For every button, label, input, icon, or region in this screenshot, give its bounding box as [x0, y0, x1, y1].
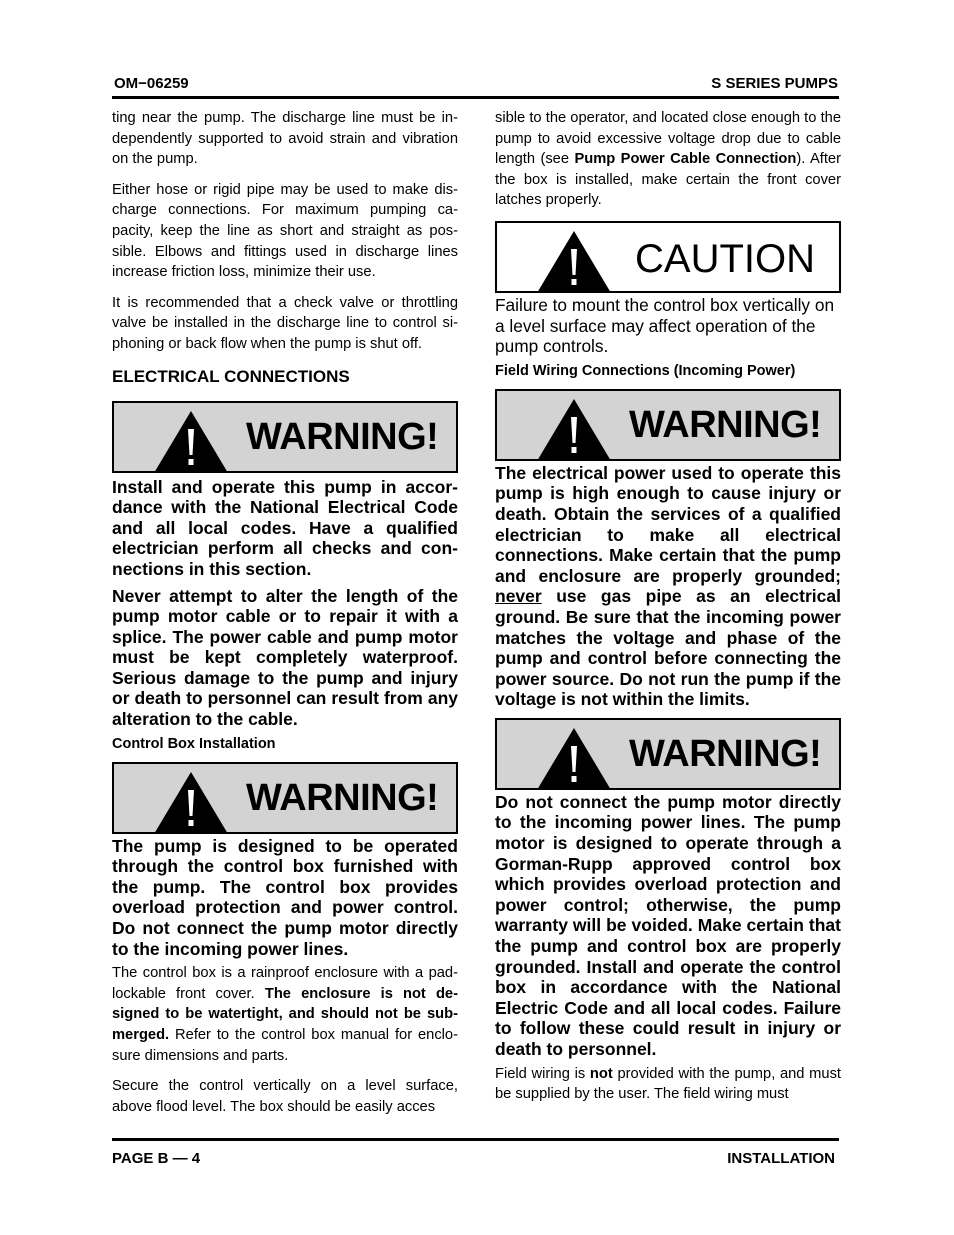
- page-number: PAGE B — 4: [112, 1150, 201, 1167]
- warning-triangle-icon: [537, 399, 611, 461]
- paragraph-discharge-connections: Either hose or rigid pipe may be used to make discharge connections. For maximum pumping capacity, keep the line as short and straight as possible. Elbows and fittings used in discharge lines increase friction loss, minimize their use.: [112, 181, 458, 281]
- series-title: S SERIES PUMPS: [711, 75, 838, 92]
- warning-triangle-icon: [537, 231, 611, 293]
- section-heading: ELECTRICAL CONNECTIONS: [112, 366, 350, 386]
- footer-rule: [112, 1138, 839, 1141]
- paragraph-check-valve: It is recommended that a check valve or throttling valve be installed in the discharge line to control siphoning or back flow when the pump is shut off.: [112, 294, 458, 352]
- warning-text: Do not connect the pump motor directly to the incoming power lines. The pump motor is designed to operate through a Gorman-Rupp approved control box which provides overload protection and power control; otherwise, the pump warranty will be voided. Make certain that the pump and control box are properly grounded. Install and operate the control box in accordance with the National Electric Code and all local codes. Failure to follow these could result in injury or death to personnel.: [495, 791, 841, 1059]
- left-column: [112, 108, 458, 1117]
- header-rule: [112, 96, 839, 99]
- warning-banner: [112, 762, 458, 834]
- caution-banner: [495, 221, 841, 293]
- caution-text: Failure to mount the control box vertically on a level surface may affect operation of the pump controls.: [495, 294, 835, 357]
- warning-label: WARNING!: [246, 415, 439, 458]
- paragraph-control-access: sible to the operator, and located close enough to the pump to avoid excessive voltage drop due to cable length (see Pump Power Cable Connection). After the box is installed, make certain the front cover latches properly.: [495, 110, 841, 209]
- warning-banner: [495, 389, 841, 461]
- warning-label: WARNING!: [629, 732, 822, 775]
- warning-label: WARNING!: [246, 776, 439, 819]
- warning-text: The electrical power used to operate this pump is high enough to cause injury or death. Obtain the services of a qualified electrician to make all electrical connections. Make certain that the pump and enclosure are properly grounded; never use gas pipe as an electrical ground. Be sure that the incoming power matches the voltage and phase of the pump and control before connecting the power source. Do not run the pump if the voltage is not within the limits.: [495, 462, 841, 710]
- document-number: OM−06259: [114, 75, 189, 92]
- warning-text: The pump is designed to be operated through the control box furnished with the pump. The control box provides overload protection and power control. Do not connect the pump motor directly to the incoming power lines.: [112, 835, 458, 959]
- warning-banner: [112, 401, 458, 473]
- warning-triangle-icon: [154, 411, 228, 473]
- paragraph-secure-control: Secure the control vertically on a level surface, above flood level. The box should be easily acces: [112, 1078, 458, 1115]
- caution-label: CAUTION: [635, 236, 815, 281]
- paragraph-control-box: The control box is a rainproof enclosure with a padlockable front cover. The enclosure is not designed to be watertight, and should not be submerged. Refer to the control box manual for enclosure dimensions and parts.: [112, 965, 458, 1064]
- section-name: INSTALLATION: [727, 1150, 835, 1167]
- paragraph-field-wiring: Field wiring is not provided with the pump, and must be supplied by the user. The field wiring must: [495, 1065, 842, 1103]
- warning-text: Install and operate this pump in accordance with the National Electrical Code and all local codes. Have a qualified electrician perform all checks and connections in this section.: [112, 476, 458, 579]
- warning-label: WARNING!: [629, 403, 822, 446]
- warning-text: Never attempt to alter the length of the pump motor cable or to repair it with a splice. The power cable and pump motor must be kept completely waterproof. Serious damage to the pump and injury or death to personnel can result from any alteration to the cable.: [112, 585, 458, 730]
- paragraph-discharge-support: ting near the pump. The discharge line must be independently supported to avoid strain and vibration on the pump.: [112, 110, 458, 168]
- warning-triangle-icon: [537, 728, 611, 790]
- subsection-heading: Control Box Installation: [112, 735, 276, 752]
- warning-triangle-icon: [154, 772, 228, 834]
- right-column: [495, 108, 841, 1105]
- warning-banner: [495, 718, 841, 790]
- subsection-heading: Field Wiring Connections (Incoming Power): [495, 362, 796, 379]
